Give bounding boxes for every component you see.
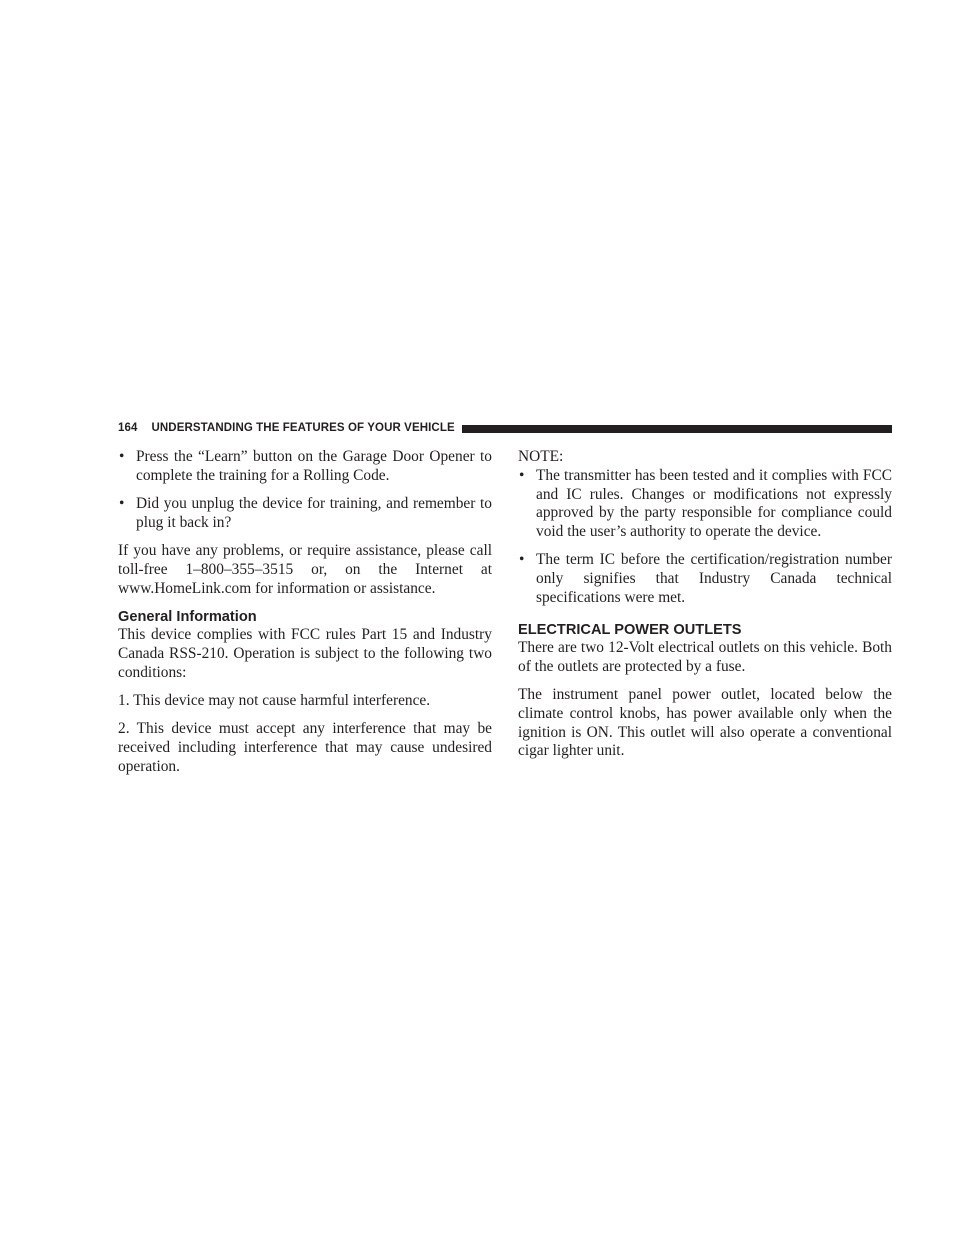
electrical-power-outlets-heading: ELECTRICAL POWER OUTLETS xyxy=(518,621,742,638)
note-label: NOTE: xyxy=(518,448,564,465)
list-item-text: Press the “Learn” button on the Garage Door Opener to complete the training for a Rolling Code. xyxy=(136,448,492,484)
list-item xyxy=(518,551,892,607)
condition-1: 1. This device may not cause harmful interference. xyxy=(118,691,431,709)
training-bullet-list xyxy=(118,448,492,533)
right-column xyxy=(518,448,892,771)
general-information-heading: General Information xyxy=(118,609,257,626)
note-bullet-list xyxy=(518,467,892,608)
page-header xyxy=(118,419,892,437)
list-item-text: The transmitter has been tested and it complies with FCC and IC rules. Changes or modifications not expressly approved by the party responsible for compliance could void the user’s authority to operate the device. xyxy=(536,466,892,541)
bullet-icon: • xyxy=(119,495,125,513)
list-item-text: The term IC before the certification/registration number only signifies that Industry Canada technical specifications were met. xyxy=(536,551,892,607)
list-item xyxy=(118,495,492,533)
page-number: 164 xyxy=(118,422,138,434)
header-rule xyxy=(462,425,892,433)
electrical-paragraph-2: The instrument panel power outlet, located below the climate control knobs, has power available only when the ignition is ON. This outlet will also operate a conventional cigar lighter unit. xyxy=(518,685,892,760)
bullet-icon: • xyxy=(519,466,525,484)
general-information-paragraph: This device complies with FCC rules Part 15 and Industry Canada RSS-210. Operation is subject to the following two conditions: xyxy=(118,626,492,681)
electrical-paragraph-1: There are two 12-Volt electrical outlets on this vehicle. Both of the outlets are protected by a fuse. xyxy=(518,638,892,675)
running-head: UNDERSTANDING THE FEATURES OF YOUR VEHICLE xyxy=(151,422,455,434)
list-item xyxy=(118,448,492,486)
list-item-text: Did you unplug the device for training, and remember to plug it back in? xyxy=(136,495,492,531)
assistance-paragraph: If you have any problems, or require assistance, please call toll-free 1–800–355–3515 or, on the Internet at www.HomeLink.com for information or assistance. xyxy=(118,542,492,597)
condition-2: 2. This device must accept any interference that may be received including interference that may cause undesired operation. xyxy=(118,720,492,775)
list-item xyxy=(518,467,892,542)
bullet-icon: • xyxy=(119,448,125,465)
left-column xyxy=(118,448,492,786)
bullet-icon: • xyxy=(519,551,525,569)
